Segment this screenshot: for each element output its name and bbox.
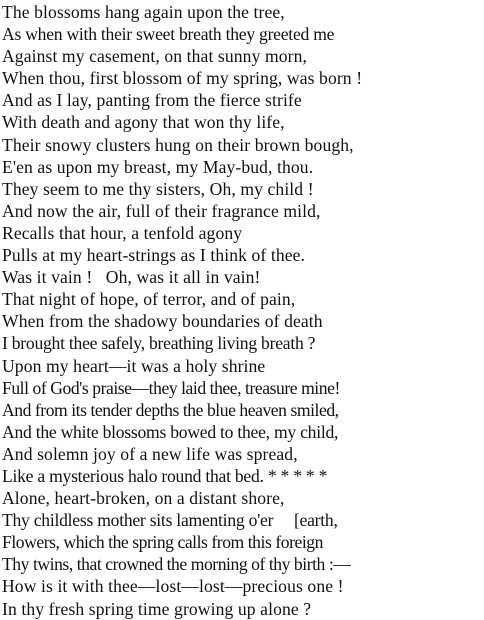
poem-line: Against my casement, on that sunny morn,	[2, 46, 308, 67]
poem-line: And as I lay, panting from the fierce strife	[2, 90, 302, 111]
poem-line: Recalls that hour, a tenfold agony	[2, 222, 243, 243]
poem-line: Thy childless mother sits lamenting o'er [earth,	[2, 510, 338, 531]
poem-line: E'en as upon my breast, my May-bud, thou.	[2, 156, 314, 177]
poem-line: And the white blossoms bowed to thee, my child,	[2, 421, 339, 442]
poem-line: When from the shadowy boundaries of death	[2, 311, 323, 332]
poem-text	[2, 1, 482, 620]
poem-line: And from its tender depths the blue heaven smiled,	[2, 399, 339, 420]
poem-line: Flowers, which the spring calls from this foreign	[2, 532, 323, 553]
poem-line: Full of God's praise—they laid thee, treasure mine!	[2, 377, 340, 398]
poem-line: Alone, heart-broken, on a distant shore,	[2, 488, 285, 509]
poem-line: How is it with thee—lost—lost—precious one !	[2, 576, 344, 597]
poem-line: Thy twins, that crowned the morning of thy birth :—	[2, 554, 351, 575]
poem-line: Was it vain ! Oh, was it all in vain!	[2, 267, 261, 288]
poem-line: Pulls at my heart-strings as I think of thee.	[2, 245, 306, 266]
poem-line: Upon my heart—it was a holy shrine	[2, 355, 266, 376]
poem-line: They seem to me thy sisters, Oh, my child !	[2, 178, 314, 199]
poem-line: When thou, first blossom of my spring, was born !	[2, 68, 363, 89]
poem-line: With death and agony that won thy life,	[2, 112, 285, 133]
poem-line: And solemn joy of a new life was spread,	[2, 443, 298, 464]
poem-line: Like a mysterious halo round that bed. * * * * *	[2, 465, 328, 486]
poem-line: I brought thee safely, breathing living breath ?	[2, 333, 316, 354]
poem-line: As when with their sweet breath they greeted me	[2, 24, 335, 45]
poem-line: That night of hope, of terror, and of pain,	[2, 289, 296, 310]
poem-line: The blossoms hang again upon the tree,	[2, 2, 285, 22]
poem-line: In thy fresh spring time growing up alone ?	[2, 598, 312, 619]
poem-line: Their snowy clusters hung on their brown bough,	[2, 134, 354, 155]
poem-line: And now the air, full of their fragrance mild,	[2, 200, 321, 221]
